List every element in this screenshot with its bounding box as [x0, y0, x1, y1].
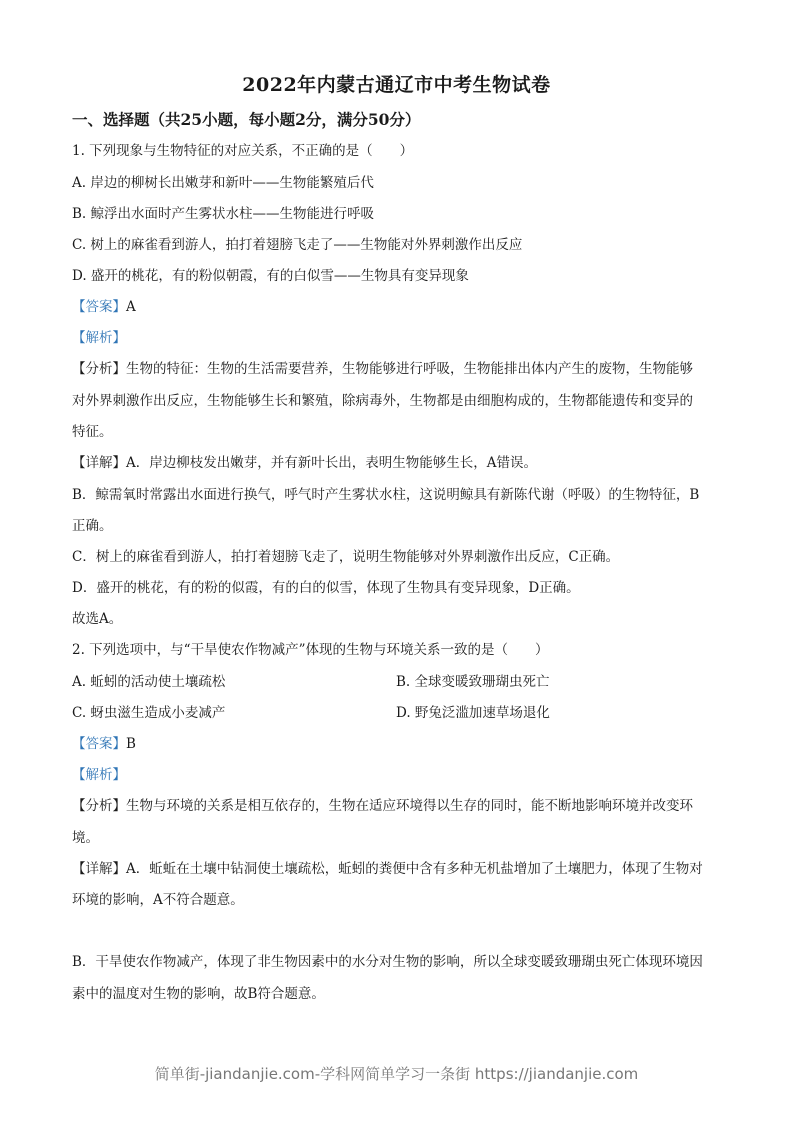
q2-option-b: B. 全球变暖致珊瑚虫死亡 — [396, 674, 550, 690]
q2-xiangjie-b-1: B．干旱使农作物减产，体现了非生物因素中的水分对生物的影响，所以全球变暖致珊瑚虫死亡体现环境因 — [72, 954, 703, 970]
xiangjie-tag: 【详解】 — [72, 455, 126, 471]
q1-xiangjie-a — [72, 454, 732, 472]
q1-fenxi-line-3: 特征。 — [72, 424, 113, 440]
q2-option-c: C. 蚜虫滋生造成小麦减产 — [72, 705, 226, 721]
q2-xiangjie-a-1 — [72, 860, 732, 878]
q1-option-b: B. 鲸浮出水面时产生雾状水柱——生物能进行呼吸 — [72, 206, 375, 222]
section-heading: 一、选择题（共25小题，每小题2分，满分50分） — [72, 110, 421, 129]
page-title: 2022年内蒙古通辽市中考生物试卷 — [242, 74, 551, 96]
q1-stem: 1. 下列现象与生物特征的对应关系，不正确的是（ ） — [72, 143, 414, 159]
q2-option-a: A. 蚯蚓的活动使土壤疏松 — [72, 674, 226, 690]
fenxi-tag: 【分析】 — [72, 361, 126, 377]
q1-xiangjie-b-2: 正确。 — [72, 518, 113, 534]
xiangjie-tag: 【详解】 — [72, 861, 126, 877]
footer-watermark: 简单街-jiandanjie.com-学科网简单学习一条街 https://jiandanjie.com — [154, 1065, 639, 1083]
q1-analysis-tag: 【解析】 — [72, 330, 126, 346]
q1-fenxi-line-2: 对外界刺激作出反应，生物能够生长和繁殖，除病毒外，生物都是由细胞构成的，生物都能遗传和变异的 — [72, 393, 693, 409]
q2-xiangjie-b-2: 素中的温度对生物的影响，故B符合题意。 — [72, 986, 325, 1002]
q2-stem: 2. 下列选项中，与“干旱使农作物减产”体现的生物与环境关系一致的是（ ） — [72, 642, 549, 658]
q2-options-row-1 — [72, 673, 732, 691]
q2-option-d: D. 野兔泛滥加速草场退化 — [396, 705, 550, 721]
q1-answer — [72, 298, 732, 316]
q1-option-a: A. 岸边的柳树长出嫩芽和新叶——生物能繁殖后代 — [72, 175, 374, 191]
q2-fenxi-line-2: 境。 — [72, 830, 99, 846]
answer-tag: 【答案】 — [72, 736, 126, 752]
q2-fenxi-line-1 — [72, 797, 732, 815]
q1-xiangjie-c: C．树上的麻雀看到游人，拍打着翅膀飞走了，说明生物能够对外界刺激作出反应，C正确。 — [72, 549, 620, 565]
fenxi-text: 生物与环境的关系是相互依存的，生物在适应环境得以生存的同时，能不断地影响环境并改变环 — [126, 798, 693, 814]
q1-conclusion: 故选A。 — [72, 611, 123, 627]
q2-answer — [72, 735, 732, 753]
q1-option-d: D. 盛开的桃花，有的粉似朝霞，有的白似雪——生物具有变异现象 — [72, 268, 469, 284]
q2-analysis-tag: 【解析】 — [72, 767, 126, 783]
q2-options-row-2 — [72, 704, 732, 722]
answer-tag: 【答案】 — [72, 299, 126, 315]
q1-option-c: C. 树上的麻雀看到游人，拍打着翅膀飞走了——生物能对外界刺激作出反应 — [72, 237, 523, 253]
xiangjie-text: A．蚯蚯在土壤中钻洞使土壤疏松，蚯蚓的粪便中含有多种无机盐增加了土壤肥力，体现了生物对 — [126, 861, 703, 877]
xiangjie-text: A．岸边柳枝发出嫩芽，并有新叶长出，表明生物能够生长，A错误。 — [126, 455, 537, 471]
answer-value: A — [126, 299, 136, 315]
q1-xiangjie-b-1: B．鲸需氧时常露出水面进行换气，呼气时产生雾状水柱，这说明鲸具有新陈代谢（呼吸）的生物特征，B — [72, 487, 700, 503]
fenxi-text: 生物的特征：生物的生活需要营养，生物能够进行呼吸，生物能排出体内产生的废物，生物能够 — [126, 361, 693, 377]
answer-value: B — [126, 736, 136, 752]
fenxi-tag: 【分析】 — [72, 798, 126, 814]
q2-xiangjie-a-2: 环境的影响，A不符合题意。 — [72, 892, 244, 908]
q1-fenxi-line-1 — [72, 360, 732, 378]
q1-xiangjie-d: D．盛开的桃花，有的粉的似霞，有的白的似雪，体现了生物具有变异现象，D正确。 — [72, 580, 580, 596]
